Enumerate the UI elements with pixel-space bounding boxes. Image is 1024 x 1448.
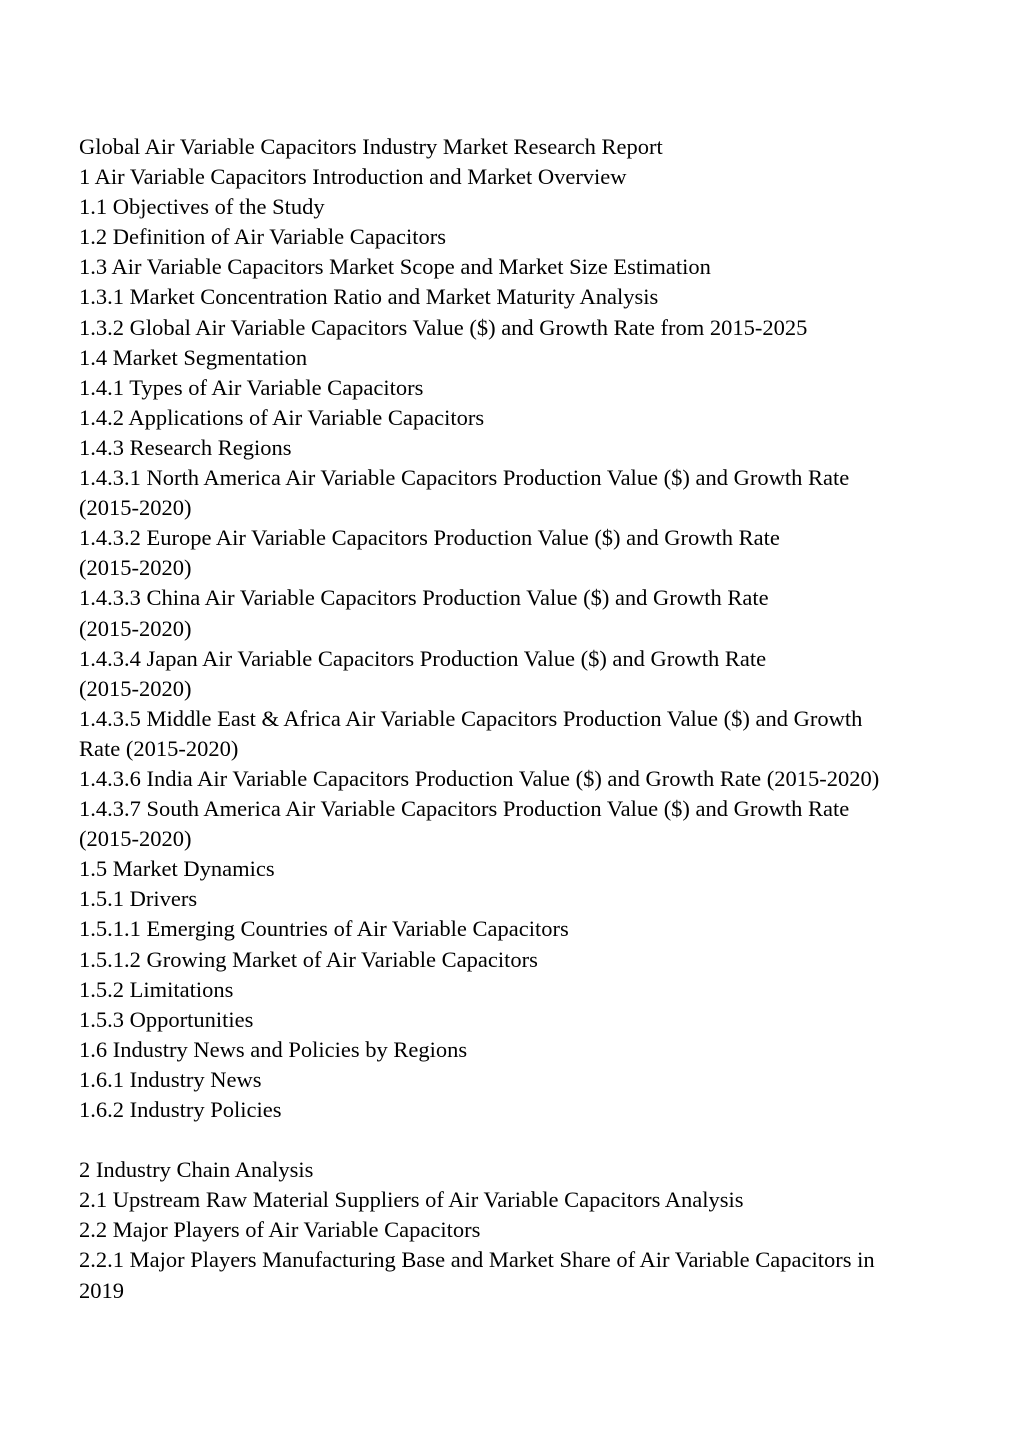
toc-line: 1.4 Market Segmentation [79, 344, 308, 370]
toc-line: 1.4.3.6 India Air Variable Capacitors Production Value ($) and Growth Rate (2015-2020) [79, 765, 880, 791]
table-of-contents [79, 162, 959, 1306]
toc-line: 1.3.2 Global Air Variable Capacitors Value ($) and Growth Rate from 2015-2025 [79, 314, 808, 340]
toc-line: 1.4.3.5 Middle East & Africa Air Variable Capacitors Production Value ($) and Growth [79, 705, 863, 731]
document-title: Global Air Variable Capacitors Industry Market Research Report [79, 134, 663, 159]
toc-line: 1 Air Variable Capacitors Introduction and Market Overview [79, 164, 627, 190]
toc-line: 1.1 Objectives of the Study [79, 194, 325, 220]
toc-line: 2.2 Major Players of Air Variable Capacitors [79, 1217, 481, 1243]
toc-line: Rate (2015-2020) [79, 735, 239, 761]
toc-line: 1.4.3 Research Regions [79, 434, 292, 460]
toc-line: (2015-2020) [79, 826, 192, 852]
toc-line: 1.2 Definition of Air Variable Capacitors [79, 224, 446, 250]
toc-line: 1.5.1.2 Growing Market of Air Variable Capacitors [79, 946, 538, 972]
toc-line: (2015-2020) [79, 555, 192, 581]
toc-line: 2 Industry Chain Analysis [79, 1157, 314, 1183]
toc-line: 1.4.3.1 North America Air Variable Capacitors Production Value ($) and Growth Rate [79, 465, 850, 491]
toc-line: 2.2.1 Major Players Manufacturing Base and Market Share of Air Variable Capacitors in [79, 1247, 875, 1273]
toc-line: 1.5 Market Dynamics [79, 856, 275, 882]
section-break [79, 1125, 959, 1155]
toc-line: 1.3.1 Market Concentration Ratio and Market Maturity Analysis [79, 284, 659, 310]
toc-line: (2015-2020) [79, 615, 192, 641]
toc-line: 1.4.3.7 South America Air Variable Capacitors Production Value ($) and Growth Rate [79, 796, 850, 822]
toc-line: (2015-2020) [79, 495, 192, 521]
toc-line: 1.3 Air Variable Capacitors Market Scope and Market Size Estimation [79, 254, 711, 280]
document-page [79, 132, 959, 1306]
toc-line: 2.1 Upstream Raw Material Suppliers of Air Variable Capacitors Analysis [79, 1187, 744, 1213]
toc-line: 1.4.3.4 Japan Air Variable Capacitors Production Value ($) and Growth Rate [79, 645, 767, 671]
toc-line: 1.5.3 Opportunities [79, 1006, 254, 1032]
toc-line: 1.6.2 Industry Policies [79, 1097, 282, 1122]
toc-line: 1.5.1 Drivers [79, 886, 198, 912]
toc-line: (2015-2020) [79, 675, 192, 701]
toc-line: 1.6.1 Industry News [79, 1066, 262, 1092]
toc-line: 1.4.3.2 Europe Air Variable Capacitors Production Value ($) and Growth Rate [79, 525, 780, 551]
toc-line: 2019 [79, 1277, 124, 1303]
toc-line: 1.5.1.1 Emerging Countries of Air Variable Capacitors [79, 916, 569, 942]
toc-line: 1.4.1 Types of Air Variable Capacitors [79, 374, 424, 400]
toc-line: 1.6 Industry News and Policies by Regions [79, 1036, 468, 1062]
toc-line: 1.5.2 Limitations [79, 976, 234, 1002]
toc-line: 1.4.2 Applications of Air Variable Capacitors [79, 404, 485, 430]
toc-line: 1.4.3.3 China Air Variable Capacitors Production Value ($) and Growth Rate [79, 585, 769, 611]
